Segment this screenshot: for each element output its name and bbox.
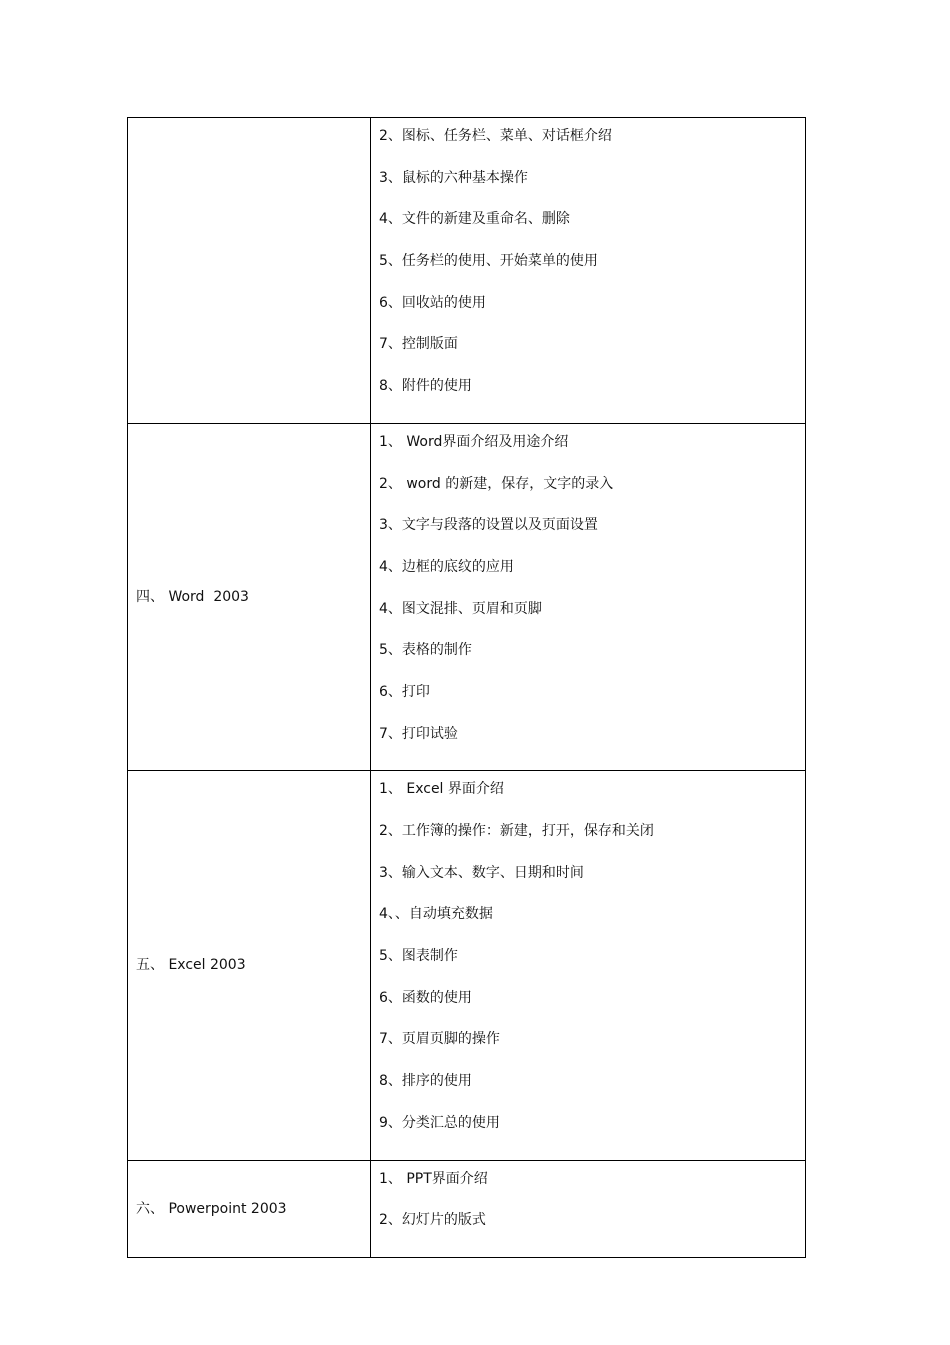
list-item: 4、文件的新建及重命名、删除: [379, 211, 570, 228]
section-title: 六、 Powerpoint 2003: [136, 1200, 287, 1217]
list-item: 4、图文混排、页眉和页脚: [379, 600, 542, 617]
list-item: 3、文字与段落的设置以及页面设置: [379, 517, 598, 534]
list-item: 6、函数的使用: [379, 989, 472, 1006]
section-cell: [128, 423, 371, 771]
section-cell: [128, 118, 371, 424]
table-row: [128, 771, 806, 1160]
syllabus-table: [127, 117, 806, 1258]
list-item: 2、幻灯片的版式: [379, 1212, 486, 1229]
list-item: 2、工作簿的操作：新建，打开，保存和关闭: [379, 823, 654, 839]
section-title: 四、 Word 2003: [136, 589, 249, 606]
list-item: 7、页眉页脚的操作: [379, 1031, 500, 1048]
list-item: 8、附件的使用: [379, 378, 472, 395]
list-item: 6、打印: [379, 683, 430, 700]
items-cell: [371, 423, 806, 771]
items-cell: [371, 1160, 806, 1257]
list-item: 1、 Excel 界面介绍: [379, 781, 504, 798]
list-item: 5、表格的制作: [379, 642, 472, 659]
table-row: [128, 423, 806, 771]
list-item: 3、输入文本、数字、日期和时间: [379, 864, 584, 881]
list-item: 4、边框的底纹的应用: [379, 558, 514, 575]
list-item: 5、任务栏的使用、开始菜单的使用: [379, 253, 598, 270]
list-item: 2、 word 的新建，保存，文字的录入: [379, 475, 614, 492]
list-item: 6、回收站的使用: [379, 294, 486, 311]
items-cell: [371, 118, 806, 424]
table-row: [128, 118, 806, 424]
list-item: 4、、自动填充数据: [379, 906, 493, 923]
list-item: 7、打印试验: [379, 725, 458, 742]
list-item: 7、控制版面: [379, 336, 458, 353]
section-cell: [128, 771, 371, 1160]
section-cell: [128, 1160, 371, 1257]
list-item: 1、 Word界面介绍及用途介绍: [379, 433, 569, 450]
list-item: 9、分类汇总的使用: [379, 1114, 500, 1131]
table-row: [128, 1160, 806, 1257]
list-item: 8、排序的使用: [379, 1073, 472, 1090]
list-item: 3、鼠标的六种基本操作: [379, 169, 528, 186]
items-cell: [371, 771, 806, 1160]
section-title: 五、 Excel 2003: [136, 957, 246, 974]
list-item: 2、图标、任务栏、菜单、对话框介绍: [379, 128, 612, 144]
list-item: 5、图表制作: [379, 948, 458, 965]
list-item: 1、 PPT界面介绍: [379, 1170, 488, 1187]
